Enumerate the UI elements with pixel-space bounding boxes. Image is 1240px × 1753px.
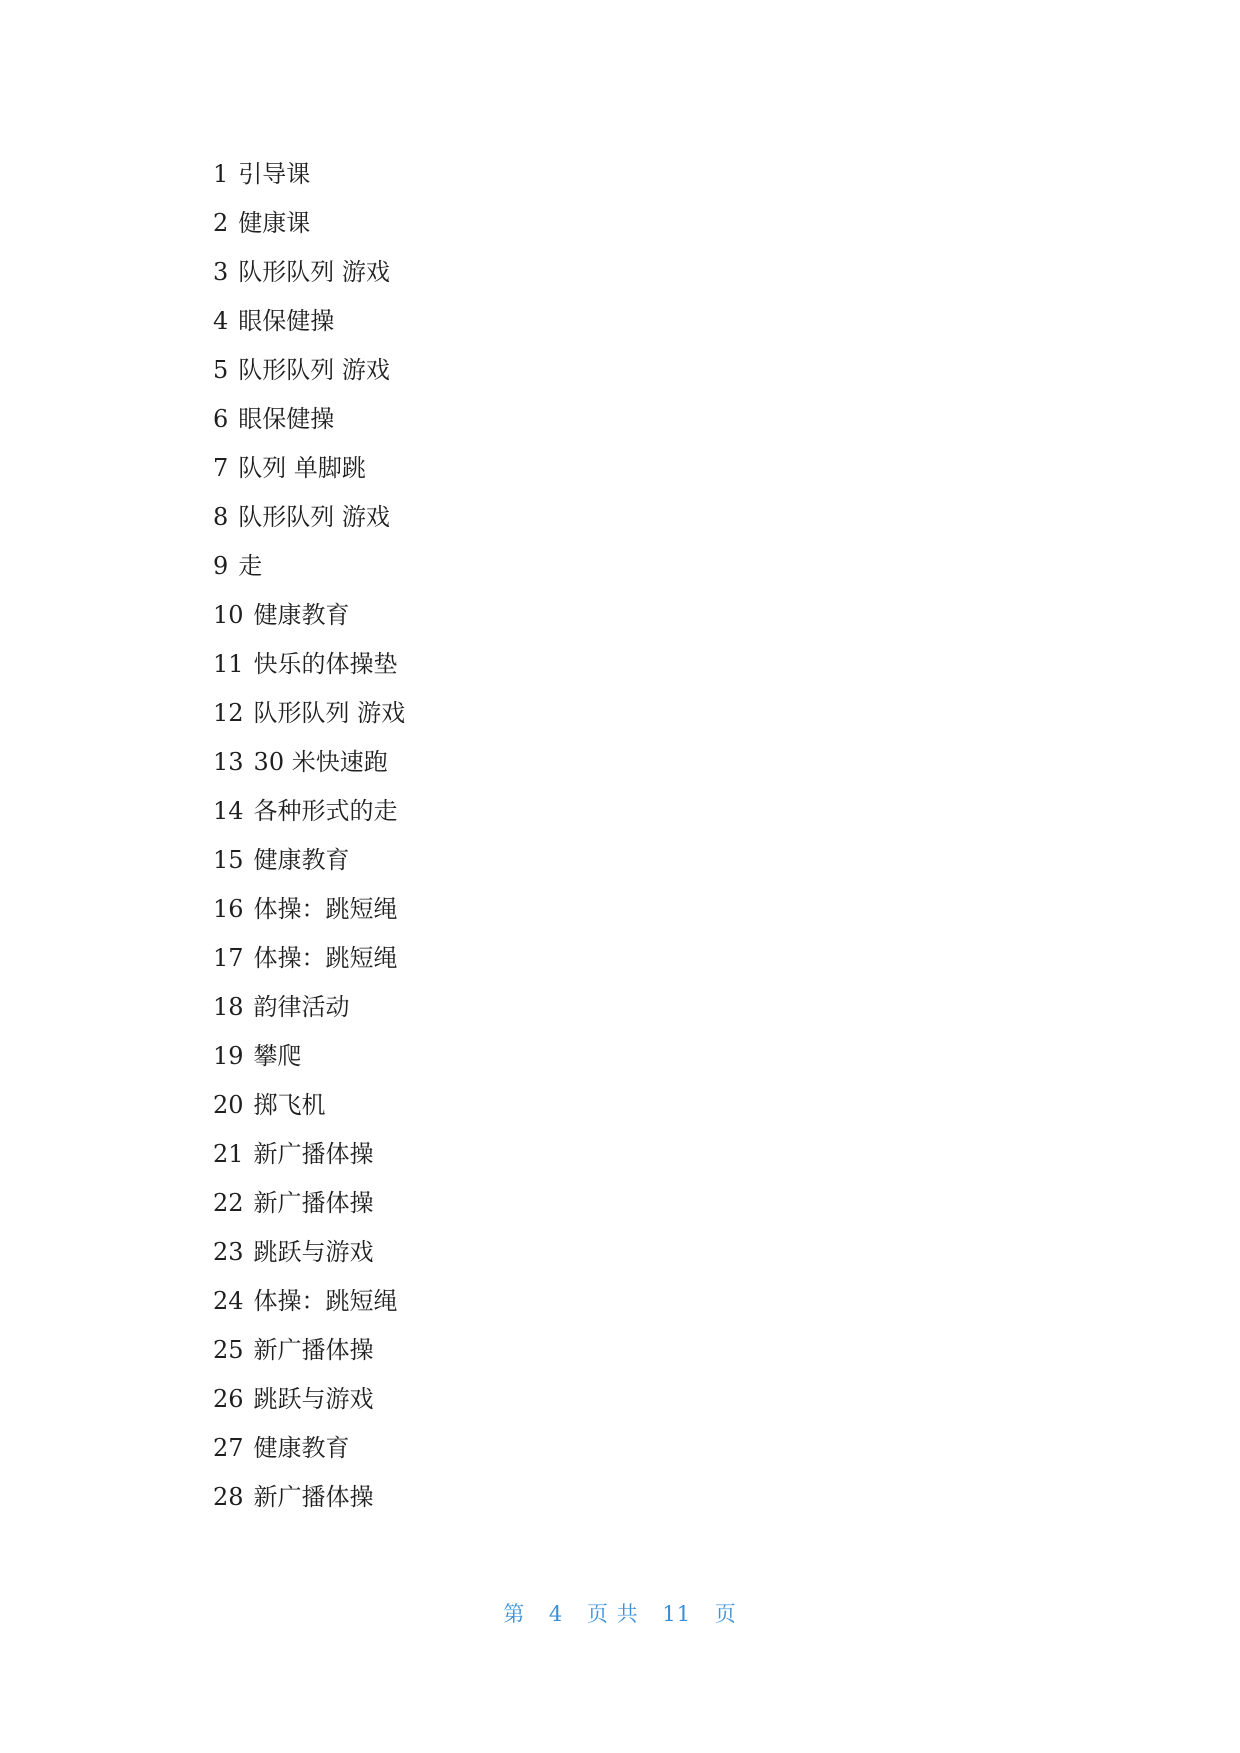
lesson-number: 2 bbox=[213, 209, 229, 237]
lesson-item bbox=[213, 591, 405, 640]
lesson-number: 10 bbox=[213, 601, 244, 629]
lesson-number: 25 bbox=[213, 1336, 244, 1364]
lesson-title: 健康教育 bbox=[253, 846, 350, 874]
lesson-title: 走 bbox=[238, 552, 263, 580]
lesson-number: 22 bbox=[213, 1189, 244, 1217]
lesson-title: 队形队列 游戏 bbox=[238, 356, 390, 384]
lesson-number: 11 bbox=[213, 650, 244, 678]
lesson-title: 队形队列 游戏 bbox=[238, 258, 390, 286]
lesson-title: 引导课 bbox=[238, 160, 311, 188]
lesson-item bbox=[213, 934, 405, 983]
lesson-number: 7 bbox=[213, 454, 229, 482]
lesson-item bbox=[213, 444, 405, 493]
lesson-item bbox=[213, 1228, 405, 1277]
lesson-title: 掷飞机 bbox=[253, 1091, 326, 1119]
lesson-item bbox=[213, 738, 405, 787]
lesson-number: 12 bbox=[213, 699, 244, 727]
lesson-item bbox=[213, 689, 405, 738]
lesson-title: 攀爬 bbox=[253, 1042, 302, 1070]
lesson-number: 6 bbox=[213, 405, 229, 433]
lesson-title: 韵律活动 bbox=[253, 993, 350, 1021]
lesson-title: 体操：跳短绳 bbox=[253, 1287, 398, 1315]
lesson-title: 新广播体操 bbox=[253, 1483, 374, 1511]
lesson-number: 28 bbox=[213, 1483, 244, 1511]
lesson-item bbox=[213, 150, 405, 199]
lesson-item bbox=[213, 983, 405, 1032]
lesson-title: 快乐的体操垫 bbox=[253, 650, 398, 678]
lesson-title: 跳跃与游戏 bbox=[253, 1238, 374, 1266]
lesson-number: 23 bbox=[213, 1238, 244, 1266]
lesson-title: 30 米快速跑 bbox=[253, 748, 388, 776]
lesson-number: 5 bbox=[213, 356, 229, 384]
lesson-title: 新广播体操 bbox=[253, 1336, 374, 1364]
lesson-number: 17 bbox=[213, 944, 244, 972]
lesson-item bbox=[213, 640, 405, 689]
lesson-number: 3 bbox=[213, 258, 229, 286]
lesson-number: 20 bbox=[213, 1091, 244, 1119]
lesson-item bbox=[213, 1326, 405, 1375]
lesson-item bbox=[213, 346, 405, 395]
lesson-number: 24 bbox=[213, 1287, 244, 1315]
lesson-title: 队形队列 游戏 bbox=[238, 503, 390, 531]
lesson-item bbox=[213, 1375, 405, 1424]
lesson-item bbox=[213, 493, 405, 542]
lesson-number: 8 bbox=[213, 503, 229, 531]
lesson-number: 19 bbox=[213, 1042, 244, 1070]
lesson-number: 15 bbox=[213, 846, 244, 874]
lesson-number: 14 bbox=[213, 797, 244, 825]
lesson-title: 体操：跳短绳 bbox=[253, 944, 398, 972]
lesson-item bbox=[213, 1032, 405, 1081]
lesson-title: 新广播体操 bbox=[253, 1189, 374, 1217]
lesson-item bbox=[213, 836, 405, 885]
lesson-number: 1 bbox=[213, 160, 229, 188]
lesson-title: 眼保健操 bbox=[238, 307, 335, 335]
lesson-number: 27 bbox=[213, 1434, 244, 1462]
lesson-item bbox=[213, 1424, 405, 1473]
lesson-title: 体操：跳短绳 bbox=[253, 895, 398, 923]
lesson-item bbox=[213, 542, 405, 591]
lesson-number: 26 bbox=[213, 1385, 244, 1413]
lesson-number: 18 bbox=[213, 993, 244, 1021]
footer-middle: 页 共 bbox=[586, 1602, 639, 1626]
lesson-number: 16 bbox=[213, 895, 244, 923]
lesson-item bbox=[213, 297, 405, 346]
lesson-title: 队形队列 游戏 bbox=[253, 699, 406, 727]
lesson-title: 健康教育 bbox=[253, 1434, 350, 1462]
lesson-number: 13 bbox=[213, 748, 244, 776]
lesson-number: 4 bbox=[213, 307, 229, 335]
current-page-number: 4 bbox=[548, 1602, 564, 1626]
lesson-title: 健康课 bbox=[238, 209, 311, 237]
lesson-item bbox=[213, 1081, 405, 1130]
lesson-number: 21 bbox=[213, 1140, 244, 1168]
lesson-title: 各种形式的走 bbox=[253, 797, 398, 825]
footer-suffix: 页 bbox=[714, 1602, 737, 1626]
lesson-number: 9 bbox=[213, 552, 229, 580]
lesson-item bbox=[213, 1277, 405, 1326]
lesson-title: 健康教育 bbox=[253, 601, 350, 629]
page-footer bbox=[0, 1598, 1240, 1628]
lesson-item bbox=[213, 1473, 405, 1522]
lesson-list bbox=[213, 150, 405, 1522]
lesson-item bbox=[213, 787, 405, 836]
lesson-item bbox=[213, 395, 405, 444]
lesson-item bbox=[213, 885, 405, 934]
lesson-item bbox=[213, 248, 405, 297]
lesson-title: 队列 单脚跳 bbox=[238, 454, 366, 482]
total-pages-number: 11 bbox=[662, 1602, 692, 1626]
lesson-item bbox=[213, 1130, 405, 1179]
lesson-title: 新广播体操 bbox=[253, 1140, 374, 1168]
lesson-title: 跳跃与游戏 bbox=[253, 1385, 374, 1413]
footer-prefix: 第 bbox=[503, 1602, 526, 1626]
lesson-item bbox=[213, 1179, 405, 1228]
lesson-item bbox=[213, 199, 405, 248]
lesson-title: 眼保健操 bbox=[238, 405, 335, 433]
